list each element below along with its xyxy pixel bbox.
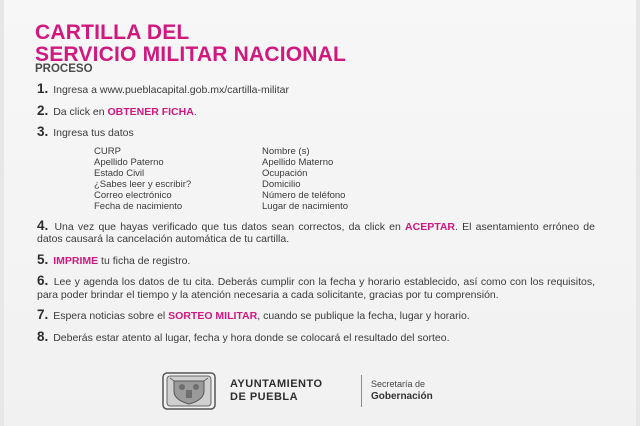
- step-number: 5.: [37, 251, 49, 267]
- aceptar-link[interactable]: ACEPTAR: [405, 220, 456, 233]
- field-label: Ocupación: [262, 167, 308, 179]
- step-6: [37, 275, 595, 301]
- step-number: 6.: [37, 273, 49, 288]
- step-text: tu ficha de registro.: [98, 254, 191, 267]
- step-number: 2.: [37, 102, 49, 118]
- step-text: Ingresa tus datos: [53, 127, 134, 139]
- step-text: , cuando se publique la fecha, lugar y horario.: [257, 310, 470, 322]
- step-2: [37, 102, 595, 119]
- required-fields-list: [94, 146, 595, 212]
- step-number: 8.: [37, 328, 49, 344]
- page-title: [35, 22, 346, 66]
- org-line-2: DE PUEBLA: [230, 391, 299, 403]
- field-label: Lugar de nacimiento: [262, 200, 349, 212]
- step-text: Da click en: [53, 105, 108, 118]
- puebla-coat-of-arms-icon: [162, 372, 216, 410]
- field-label: Estado Civil: [94, 167, 145, 179]
- step-text: Deberás estar atento al lugar, fecha y hora donde se colocará el resultado del sorteo.: [53, 331, 450, 344]
- page-subtitle: PROCESO: [35, 63, 93, 75]
- step-number: 7.: [37, 307, 49, 322]
- footer-divider: [361, 375, 362, 407]
- step-4: [37, 217, 595, 246]
- step-text: Espera noticias sobre el: [53, 310, 169, 322]
- step-1: [37, 83, 595, 97]
- step-text: Ingresa a www.pueblacapital.gob.mx/cartilla-militar: [53, 84, 289, 96]
- imprime-link[interactable]: IMPRIME: [53, 254, 99, 267]
- step-text: .: [193, 105, 197, 118]
- field-label: Apellido Materno: [262, 156, 334, 168]
- field-label: Domicilio: [262, 178, 301, 190]
- step-number: 1.: [37, 81, 49, 96]
- obtener-ficha-link[interactable]: OBTENER FICHA: [107, 105, 194, 118]
- step-7: [37, 309, 595, 323]
- title-line-2: SERVICIO MILITAR NACIONAL: [35, 43, 347, 66]
- step-text: . El asentamiento erróneo de datos causará la cancelación automática de tu cartilla.: [37, 220, 595, 245]
- step-number: 3.: [37, 124, 49, 139]
- step-text: Lee y agenda los datos de tu cita. Deberás cumplir con la fecha y horario establecido, así como con los requisitos, para poder brindar el tiempo y la atención necesaria a cada solicitante, gracias por tu comprensión.: [37, 276, 595, 301]
- dept-line-1: Secretaría de: [371, 379, 426, 389]
- dept-line-2: Gobernación: [371, 391, 433, 402]
- field-label: Número de teléfono: [262, 189, 346, 201]
- ayuntamiento-logo-text: [230, 378, 323, 404]
- field-label: Nombre (s): [262, 145, 310, 157]
- field-label: Apellido Paterno: [94, 156, 164, 168]
- step-number: 4.: [37, 217, 49, 233]
- field-label: CURP: [94, 145, 121, 157]
- field-label: Correo electrónico: [94, 189, 172, 201]
- step-8: [37, 328, 595, 345]
- step-3: [37, 126, 595, 140]
- footer-logos: [162, 369, 462, 413]
- field-label: Fecha de nacimiento: [94, 200, 183, 212]
- secretaria-logo-text: [371, 378, 433, 403]
- field-label: ¿Sabes leer y escribir?: [94, 178, 192, 190]
- title-line-1: CARTILLA DEL: [35, 21, 190, 44]
- step-5: [37, 251, 595, 268]
- org-line-1: AYUNTAMIENTO: [230, 378, 323, 390]
- step-text: Una vez que hayas verificado que tus datos sean correctos, da click en: [54, 220, 406, 233]
- sorteo-militar-highlight: SORTEO MILITAR: [168, 310, 258, 322]
- steps-list: [37, 83, 595, 352]
